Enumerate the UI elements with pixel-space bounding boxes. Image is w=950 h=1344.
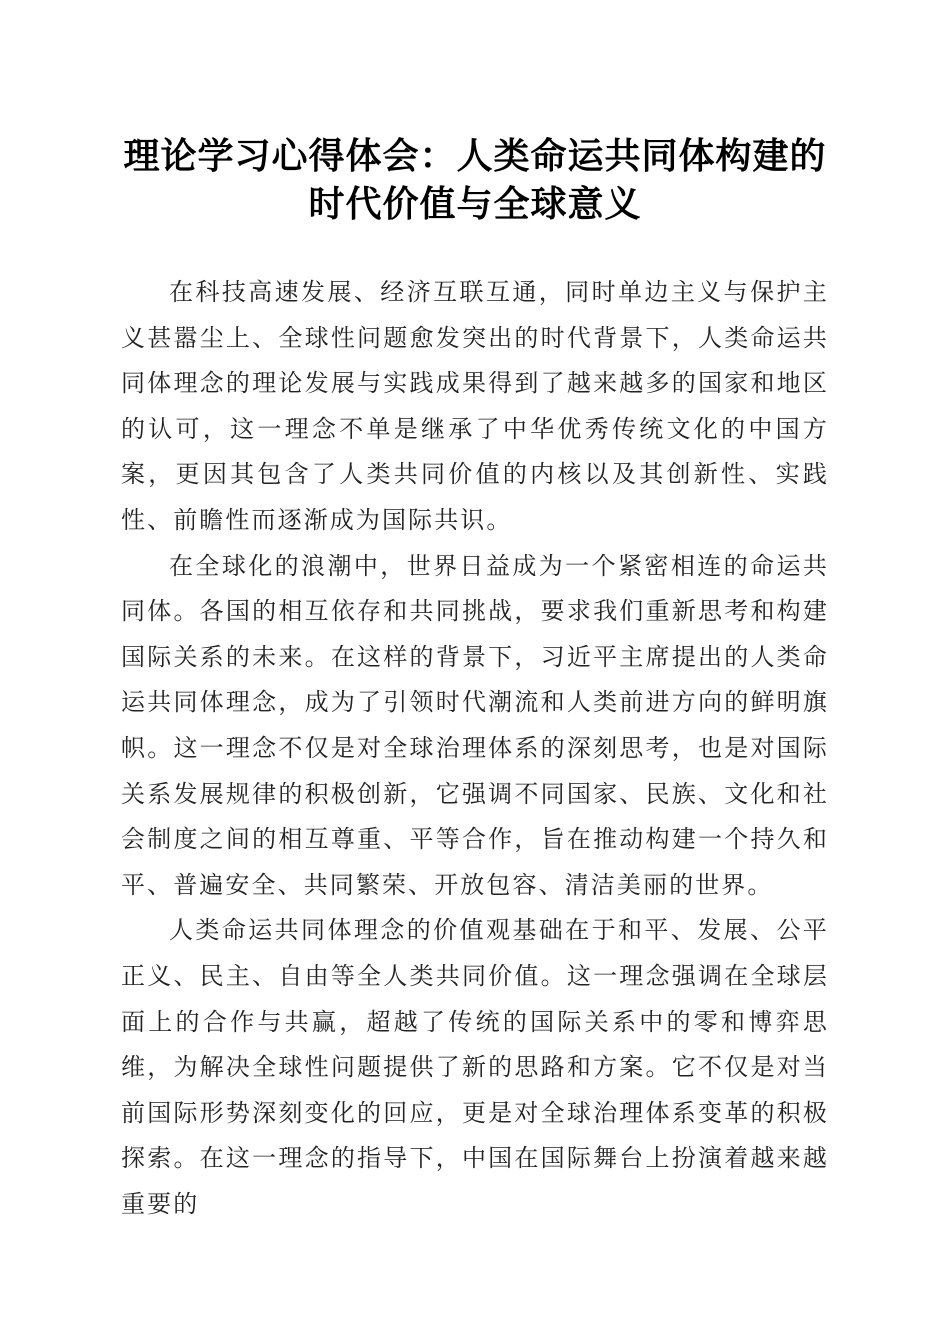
- paragraph-2: 在全球化的浪潮中，世界日益成为一个紧密相连的命运共同体。各国的相互依存和共同挑战，要求我们重新思考和构建国际关系的未来。在这样的背景下，习近平主席提出的人类命运共同体理念，成为了引领时代潮流和人类前进方向的鲜明旗帜。这一理念不仅是对全球治理体系的深刻思考，也是对国际关系发展规律的积极创新，它强调不同国家、民族、文化和社会制度之间的相互尊重、平等合作，旨在推动构建一个持久和平、普遍安全、共同繁荣、开放包容、清洁美丽的世界。: [121, 551, 829, 899]
- paragraph-1: 在科技高速发展、经济互联互通，同时单边主义与保护主义甚嚣尘上、全球性问题愈发突出的时代背景下，人类命运共同体理念的理论发展与实践成果得到了越来越多的国家和地区的认可，这一理念不单是继承了中华优秀传统文化的中国方案，更因其包含了人类共同价值的内核以及其创新性、实践性、前瞻性而逐渐成为国际共识。: [121, 278, 829, 534]
- paragraph-3: 人类命运共同体理念的价值观基础在于和平、发展、公平正义、民主、自由等全人类共同价值。这一理念强调在全球层面上的合作与共赢，超越了传统的国际关系中的零和博弈思维，为解决全球性问题提供了新的思路和方案。它不仅是对当前国际形势深刻变化的回应，更是对全球治理体系变革的积极探索。在这一理念的指导下，中国在国际舞台上扮演着越来越重要的: [121, 916, 829, 1218]
- document-title: 理论学习心得体会：人类命运共同体构建的时代价值与全球意义: [123, 135, 827, 225]
- document-body: [121, 270, 829, 1227]
